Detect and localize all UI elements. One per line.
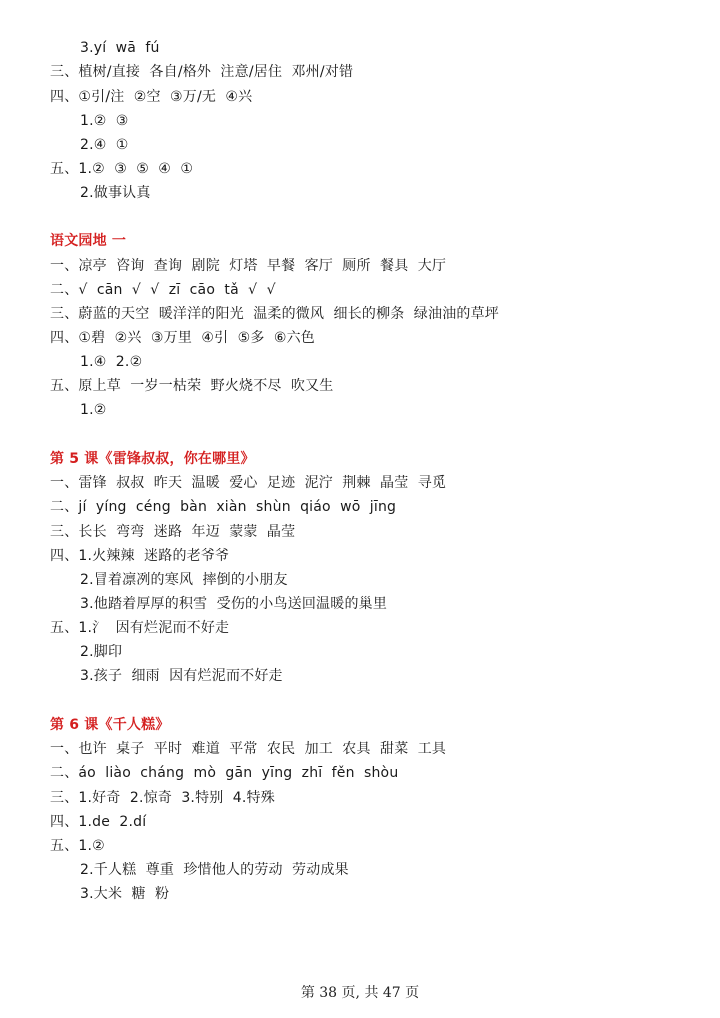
answer-line: 一、凉亭 咨询 查询 剧院 灯塔 早餐 客厅 厕所 餐具 大厅 [50, 258, 447, 274]
section-heading: 语文园地 一 [50, 233, 127, 249]
page-footer: 第 38 页, 共 47 页 [300, 985, 420, 1001]
answer-line: 3.孩子 细雨 因有烂泥而不好走 [80, 668, 283, 684]
answer-line: 2.千人糕 尊重 珍惜他人的劳动 劳动成果 [80, 862, 349, 878]
answer-line: 一、也许 桌子 平时 难道 平常 农民 加工 农具 甜菜 工具 [50, 741, 447, 757]
section-heading: 第 5 课《雷锋叔叔，你在哪里》 [50, 451, 255, 467]
answer-line: 四、①引/注 ②空 ③万/无 ④兴 [50, 89, 253, 105]
answer-line: 二、áo liào cháng mò gān yīng zhī fěn shòu [50, 765, 399, 781]
answer-line: 三、蔚蓝的天空 暖洋洋的阳光 温柔的微风 细长的柳条 绿油油的草坪 [50, 306, 499, 322]
answer-line: 五、原上草 一岁一枯荣 野火烧不尽 吹又生 [50, 378, 334, 394]
answer-line: 五、1.氵 因有烂泥而不好走 [50, 620, 230, 636]
answer-line: 二、jí yíng céng bàn xiàn shùn qiáo wō jīng [50, 499, 397, 515]
answer-line: 四、1.火辣辣 迷路的老爷爷 [50, 548, 230, 564]
section-heading: 第 6 课《千人糕》 [50, 717, 170, 733]
answer-line: 五、1.② ③ ⑤ ④ ① [50, 161, 194, 177]
answer-line: 五、1.② [50, 838, 105, 854]
answer-line: 1.④ 2.② [80, 354, 143, 370]
answer-line: 2.脚印 [80, 644, 123, 660]
answer-line: 一、雷锋 叔叔 昨天 温暖 爱心 足迹 泥泞 荆棘 晶莹 寻觅 [50, 475, 447, 491]
answer-line: 四、1.de 2.dí [50, 814, 147, 830]
answer-line: 3.他踏着厚厚的积雪 受伤的小鸟送回温暖的巢里 [80, 596, 388, 612]
answer-line: 四、①碧 ②兴 ③万里 ④引 ⑤多 ⑥六色 [50, 330, 316, 346]
answer-line: 2.冒着凛冽的寒风 摔倒的小朋友 [80, 572, 288, 588]
answer-line: 2.④ ① [80, 137, 129, 153]
answer-line: 二、√ cān √ √ zī cāo tǎ √ √ [50, 282, 276, 298]
answer-line: 1.② [80, 402, 107, 418]
answer-line: 三、1.好奇 2.惊奇 3.特别 4.特殊 [50, 790, 275, 806]
answer-line: 3.yí wā fú [80, 40, 160, 56]
answer-line: 1.② ③ [80, 113, 129, 129]
answer-line: 2.做事认真 [80, 185, 151, 201]
answer-line: 3.大米 糖 粉 [80, 886, 170, 902]
answer-line: 三、长长 弯弯 迷路 年迈 蒙蒙 晶莹 [50, 524, 296, 540]
answer-line: 三、植树/直接 各自/格外 注意/居住 邓州/对错 [50, 64, 354, 80]
